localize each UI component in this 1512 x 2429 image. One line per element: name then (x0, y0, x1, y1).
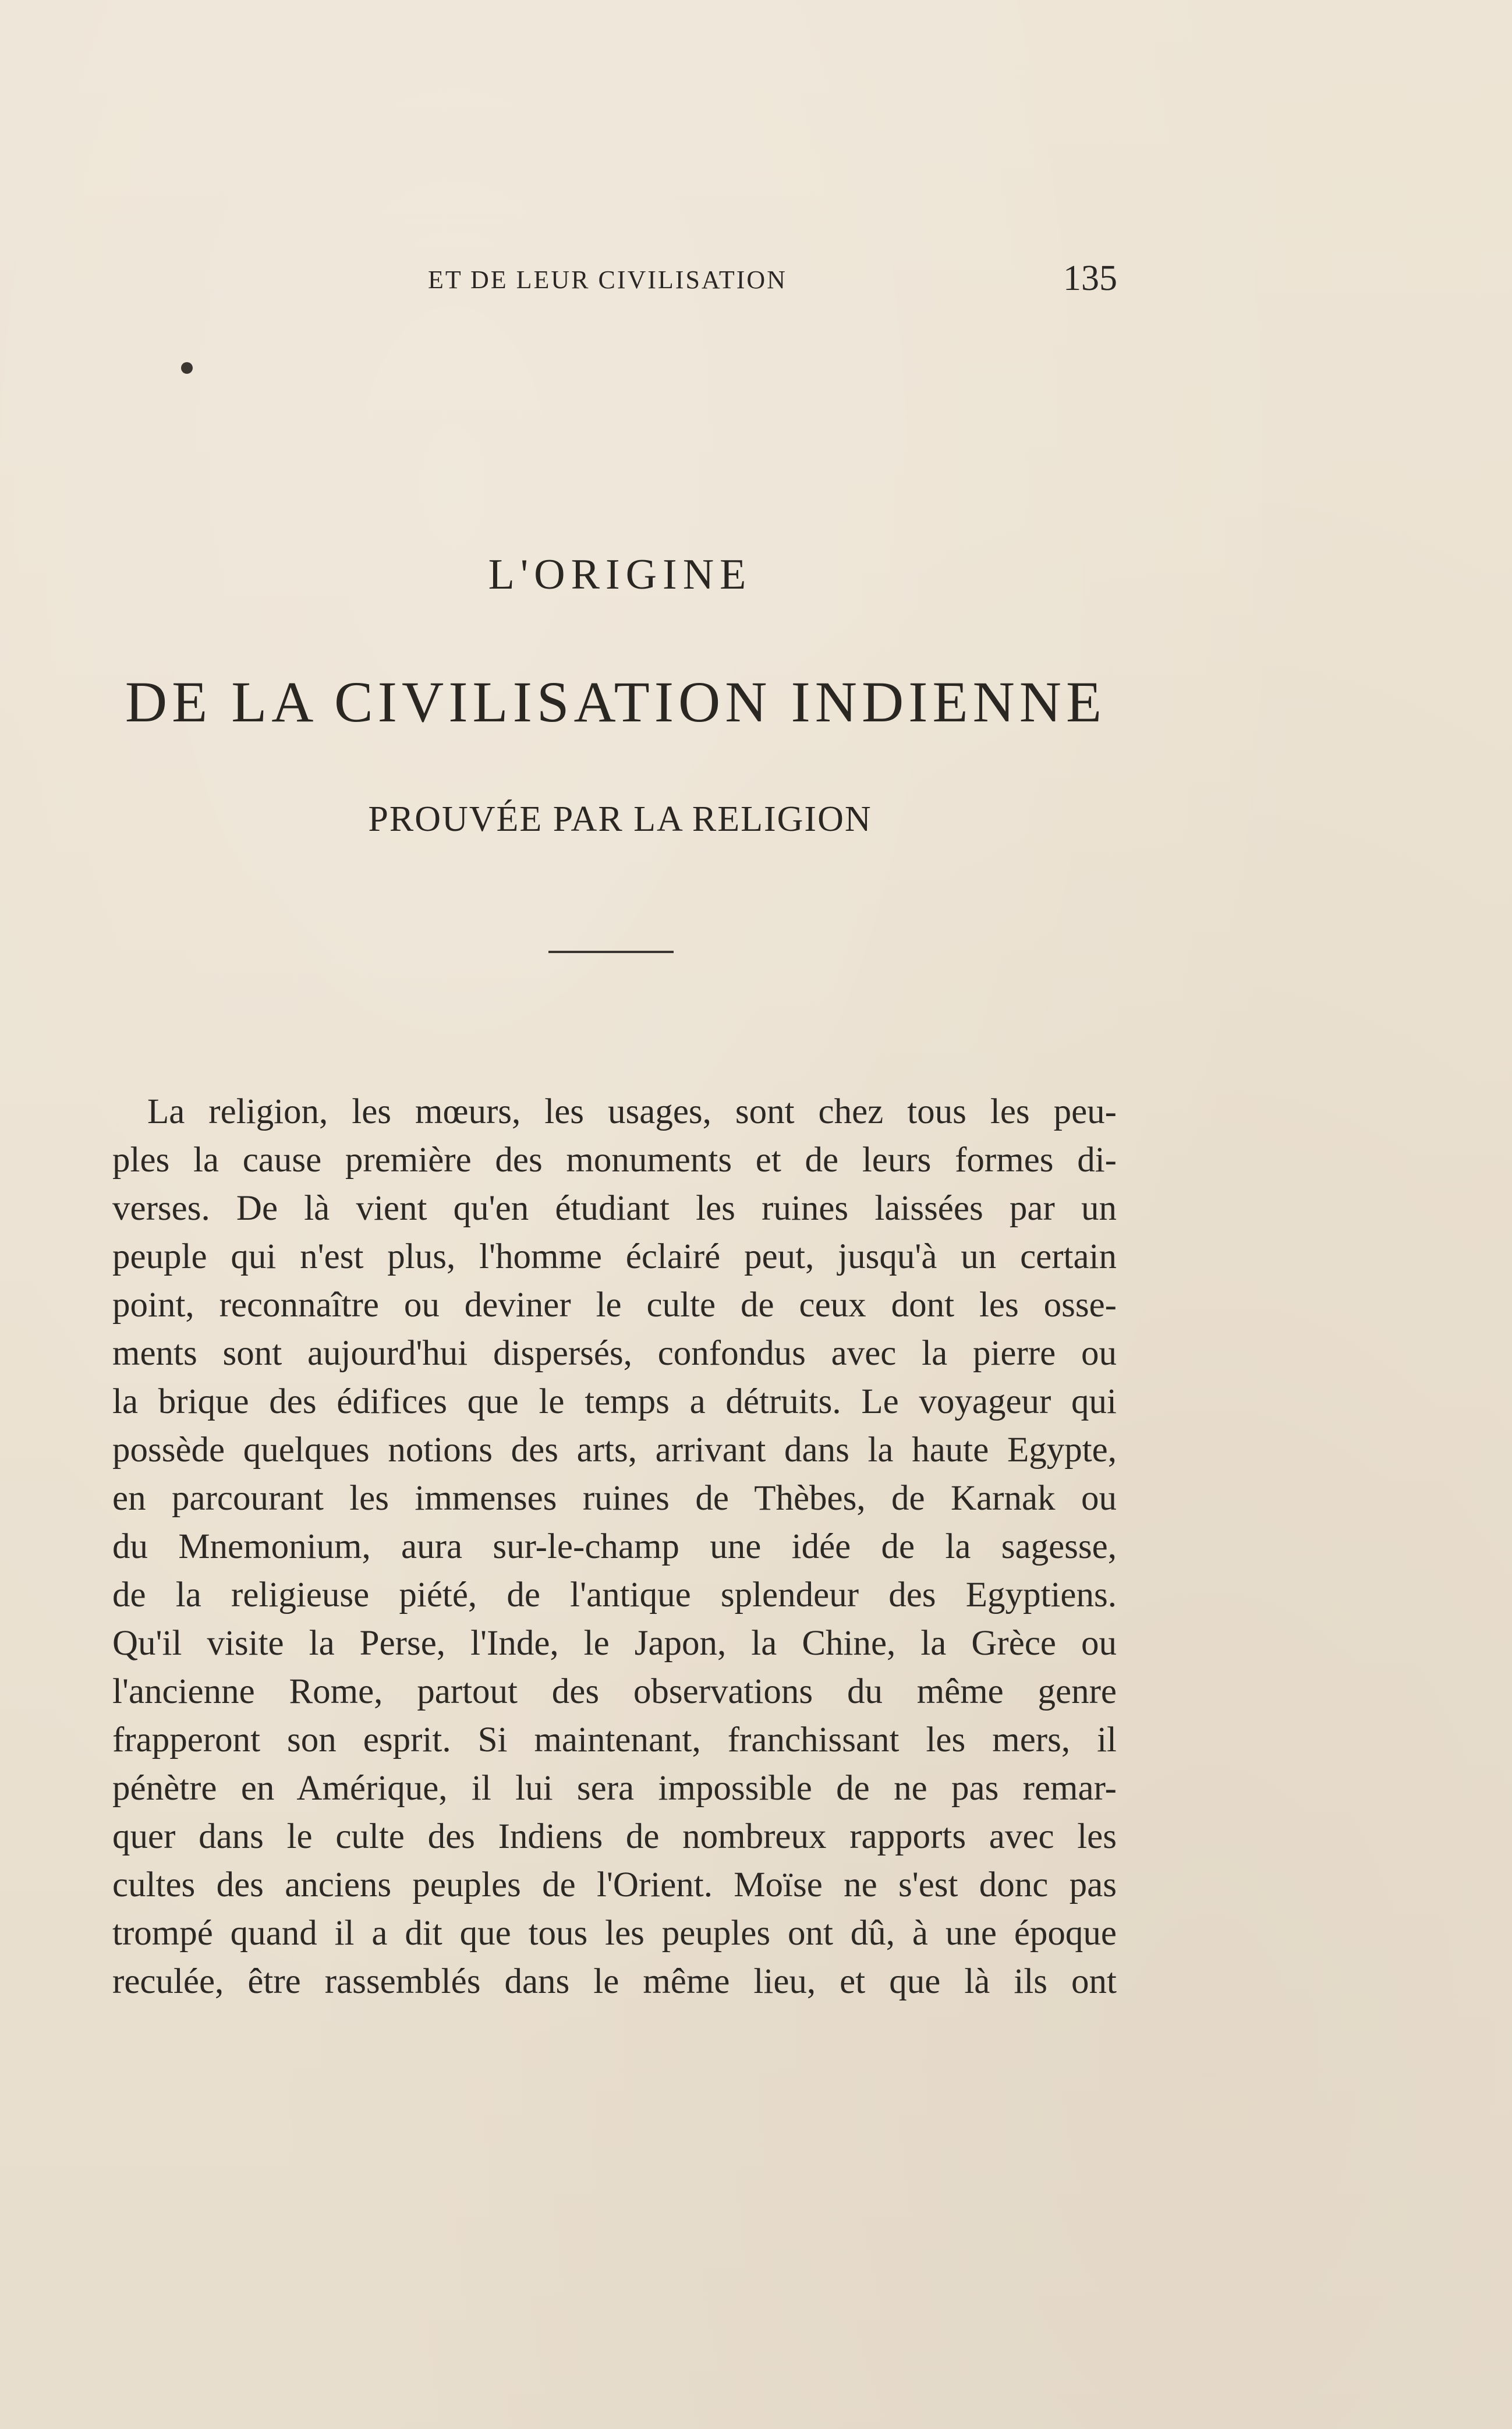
text-line: verses. De là vient qu'en étudiant les ruines laissées par un (112, 1189, 1117, 1228)
text-line: pénètre en Amérique, il lui sera impossible de ne pas remar- (112, 1769, 1117, 1808)
text-line: de la religieuse piété, de l'antique splendeur des Egyptiens. (112, 1575, 1117, 1614)
text-line: quer dans le culte des Indiens de nombreux rapports avec les (112, 1817, 1117, 1856)
text-line: ples la cause première des monuments et de leurs formes di- (112, 1141, 1117, 1180)
chapter-title-line-1: L'ORIGINE (488, 551, 752, 599)
page-number: 135 (1063, 259, 1117, 298)
text-line: reculée, être rassemblés dans le même lieu, et que là ils ont (112, 1962, 1117, 2001)
text-line: la brique des édifices que le temps a détruits. Le voyageur qui (112, 1382, 1117, 1421)
chapter-subtitle: PROUVÉE PAR LA RELIGION (368, 799, 872, 839)
running-head: ET DE LEUR CIVILISATION (428, 265, 787, 294)
text-line: peuple qui n'est plus, l'homme éclairé peut, jusqu'à un certain (112, 1237, 1117, 1276)
text-line: point, reconnaître ou deviner le culte de ceux dont les osse- (112, 1286, 1117, 1325)
text-line: frapperont son esprit. Si maintenant, franchissant les mers, il (112, 1720, 1117, 1759)
text-line: ments sont aujourd'hui dispersés, confondus avec la pierre ou (112, 1334, 1117, 1373)
chapter-title-line-2: DE LA CIVILISATION INDIENNE (125, 670, 1107, 734)
text-line: en parcourant les immenses ruines de Thèbes, de Karnak ou (112, 1479, 1117, 1518)
body-paragraph (112, 1088, 1117, 2006)
text-line: La religion, les mœurs, les usages, sont chez tous les peu- (147, 1092, 1117, 1131)
text-line: Qu'il visite la Perse, l'Inde, le Japon, la Chine, la Grèce ou (112, 1624, 1117, 1663)
ink-dot (181, 362, 193, 374)
text-line: cultes des anciens peuples de l'Orient. Moïse ne s'est donc pas (112, 1865, 1117, 1904)
text-line: l'ancienne Rome, partout des observations du même genre (112, 1672, 1117, 1711)
text-line: trompé quand il a dit que tous les peuples ont dû, à une époque (112, 1914, 1117, 1953)
text-line: possède quelques notions des arts, arrivant dans la haute Egypte, (112, 1431, 1117, 1470)
title-divider-rule (548, 951, 674, 953)
text-line: du Mnemonium, aura sur-le-champ une idée de la sagesse, (112, 1527, 1117, 1566)
